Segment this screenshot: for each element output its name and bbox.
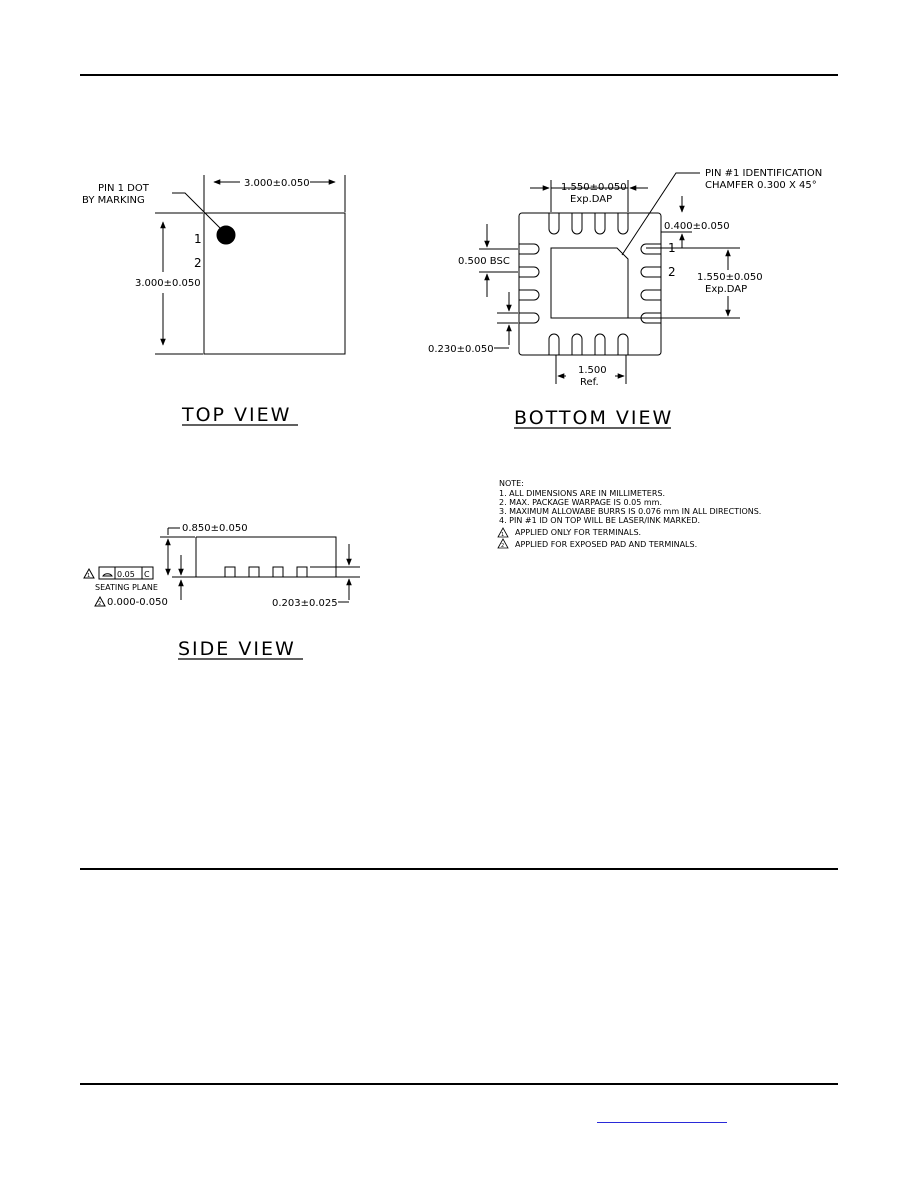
dap-height-sub: Exp.DAP	[705, 284, 748, 295]
standoff-dim: 0.000-0.050	[107, 597, 168, 608]
pin1-label-line1: PIN 1 DOT	[98, 183, 149, 194]
note-item-1: 1. ALL DIMENSIONS ARE IN MILLIMETERS.	[499, 489, 666, 498]
dap-width-sub: Exp.DAP	[570, 194, 613, 205]
pin1-id-line1: PIN #1 IDENTIFICATION	[705, 168, 823, 179]
note-item-4: 4. PIN #1 ID ON TOP WILL BE LASER/INK MARKED.	[499, 516, 701, 525]
terminal-length-dim: 0.400±0.050	[664, 221, 730, 232]
note-item-3: 3. MAXIMUM ALLOWABE BURRS IS 0.076 mm IN ALL DIRECTIONS.	[499, 507, 762, 516]
top-view-title: TOP VIEW	[182, 404, 292, 426]
flatness-value: 0.05	[117, 570, 135, 579]
side-view-title: SIDE VIEW	[178, 638, 296, 660]
terminal-width-dim: 0.230±0.050	[428, 344, 494, 355]
bottom-pin1-number: 1	[668, 241, 676, 255]
ref-sub: Ref.	[580, 377, 599, 388]
bottom-view-package-outline	[519, 213, 661, 355]
pin1-dot	[217, 226, 235, 244]
pin1-label-line2: BY MARKING	[82, 195, 145, 206]
top-pin2-number: 2	[194, 256, 202, 270]
note-flag-1-num: 1	[501, 532, 505, 538]
flatness-datum: C	[144, 570, 150, 579]
seating-plane-label: SEATING PLANE	[95, 583, 158, 592]
dap-width-dim: 1.550±0.050	[561, 182, 627, 193]
ref-dim: 1.500	[578, 365, 607, 376]
bottom-pin2-number: 2	[668, 265, 676, 279]
side-flag-1-num: 1	[87, 573, 91, 579]
note-flag-1-text: APPLIED ONLY FOR TERMINALS.	[515, 528, 642, 537]
side-view-package-outline	[196, 537, 336, 577]
note-flag-2-text: APPLIED FOR EXPOSED PAD AND TERMINALS.	[515, 540, 698, 549]
top-pin1-number: 1	[194, 232, 202, 246]
top-width-dim: 3.000±0.050	[244, 178, 310, 189]
dap-height-dim: 1.550±0.050	[697, 272, 763, 283]
bottom-view-title: BOTTOM VIEW	[514, 407, 674, 429]
side-height-dim: 0.850±0.050	[182, 523, 248, 534]
side-view	[84, 528, 360, 606]
top-view	[155, 175, 345, 354]
pitch-dim: 0.500 BSC	[458, 256, 510, 267]
pin1-leader	[172, 193, 222, 230]
notes-heading: NOTE:	[499, 479, 524, 488]
note-flag-2-num: 2	[501, 543, 505, 549]
exposed-pad	[551, 248, 628, 318]
top-height-dim: 3.000±0.050	[135, 278, 201, 289]
side-flag-2-num: 2	[98, 601, 102, 607]
terminal-thickness-dim: 0.203±0.025	[272, 598, 338, 609]
note-item-2: 2. MAX. PACKAGE WARPAGE IS 0.05 mm.	[499, 498, 662, 507]
pin1-id-line2: CHAMFER 0.300 X 45°	[705, 180, 817, 191]
